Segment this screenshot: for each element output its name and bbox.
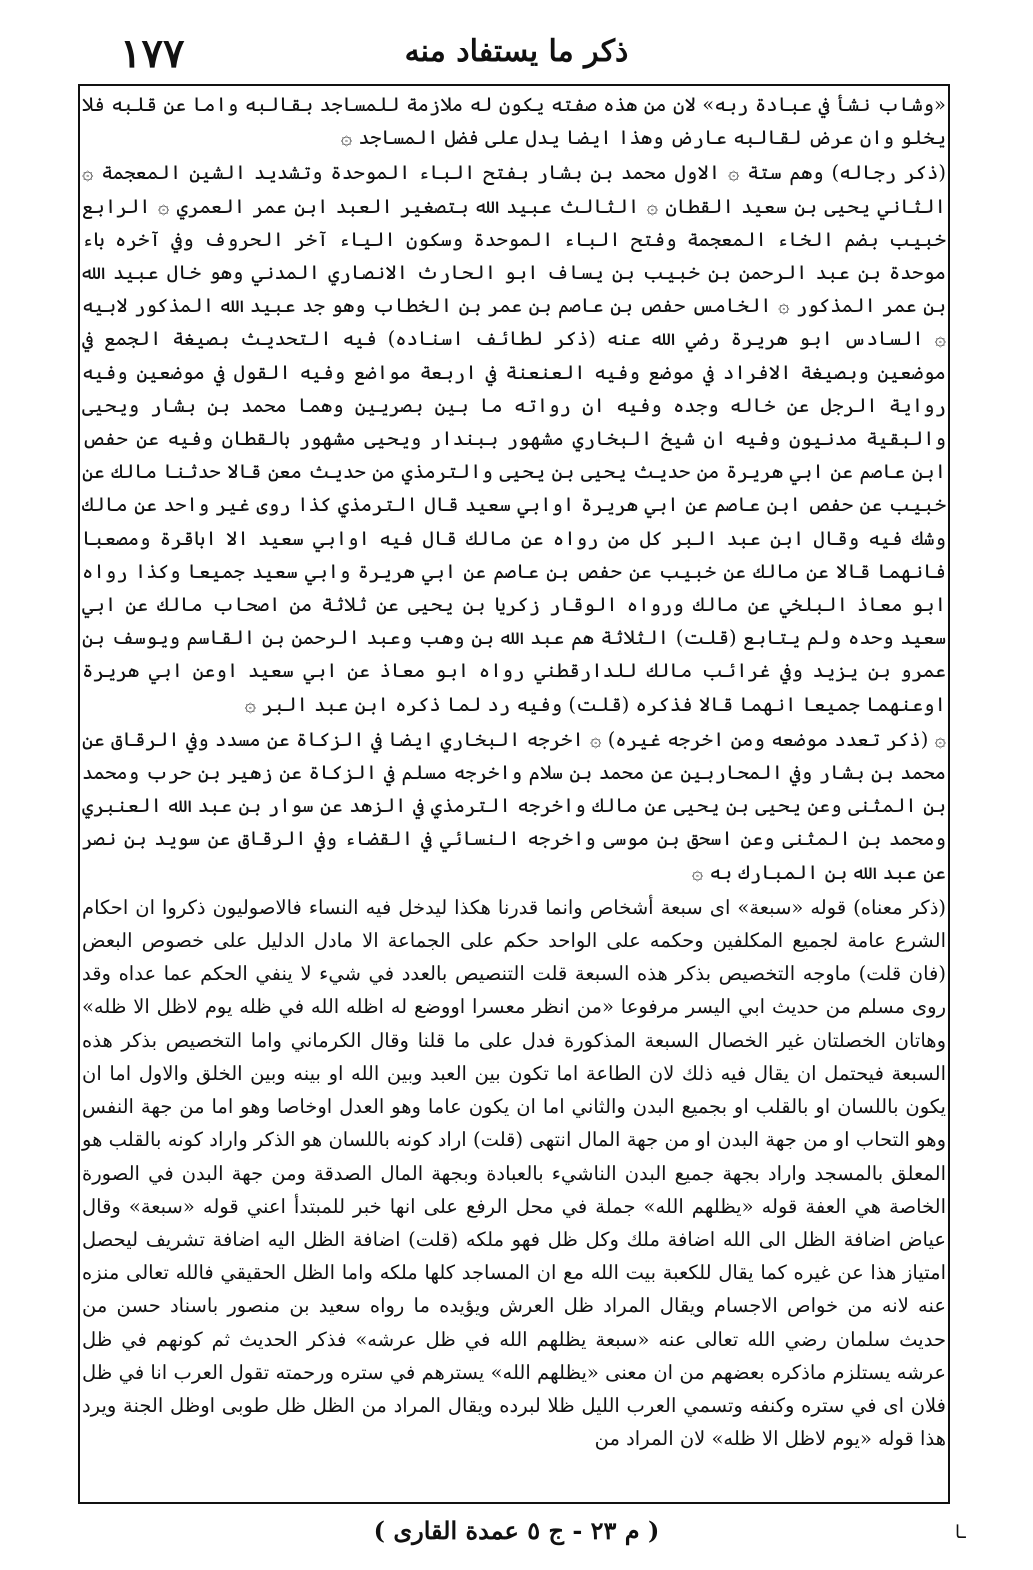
paragraph: ۞ (ذكر تعدد موضعه ومن اخرجه غيره) ۞ اخرجه البخاري ايضا في الزكاة عن مسدد وفي الرقاق عن محمد بن بشار وفي المحاربين عن محمد بن سلام واخرجه مسلم في الزكاة عن زهير بن حرب ومحمد بن المثنى وعن يحيى بن يحيى عن مالك واخرجه الترمذي في الزهد عن سوار بن عبد الله العنبري ومحمد بن المثنى وعن اسحق بن موسى واخرجه النسائي في القضاء وفي الرقاق عن سويد بن نصر عن عبد الله بن المبارك به ۞ xyxy=(82,727,946,884)
running-title: ذكر ما يستفاد منه xyxy=(404,34,629,69)
paragraph: (ذكر رجاله) وهم ستة ۞ الاول محمد بن بشار بفتح الباء الموحدة وتشديد الشين المعجمة ۞ الثاني يحيى بن سعيد القطان ۞ الثالث عبيد الله بتصغير العبد ابن عمر العمري ۞ الرابع خبيب بضم الخاء المعجمة وفتح الباء الموحدة وسكون الياء آخر الحروف وفي آخره باء موحدة بن عبد الرحمن بن خبيب بن يساف ابو الحارث الانصاري المدني وهو خال عبيد الله بن عمر المذكور ۞ الخامس حفص بن عاصم بن عمر بن الخطاب وهو جد عبيد الله المذكور لابيه ۞ السادس ابو هريرة رضي الله عنه (ذكر لطائف اسناده) فيه التحديث بصيغة الجمع في موضعين وبصيغة الافراد في موضع وفيه العنعنة في اربعة مواضع وفيه القول في موضعين وفيه رواية الرجل عن خاله وجده وفيه ان رواته ما بين بصريين وهما محمد بن بشار ويحيى والبقية مدنيون وفيه ان شيخ البخاري مشهور ببندار ويحيى مشهور بالقطان وفيه عن حفص ابن عاصم عن ابي هريرة من حديث يحيى بن يحيى والترمذي من حديث معن قالا حدثنا مالك عن خبيب عن حفص ابن عاصم عن ابي هريرة اوابي سعيد قال الترمذي كذا روى غير واحد عن مالك وشك فيه وقال ابن عبد البر كل من رواه عن مالك قال فيه اوابي سعيد الا اباقرة ومصعبا فانهما قالا عن مالك عن خبيب عن حفص بن عاصم عن ابي هريرة وابي سعيد جميعا وكذا رواه ابو معاذ البلخي عن مالك ورواه الوقار زكريا بن يحيى عن ثلاثة من اصحاب مالك عن ابي سعيد وحده ولم يتابع (قلت) الثلاثة هم عبد الله بن وهب وعبد الرحمن بن القاسم ويوسف بن عمرو بن يزيد وفي غرائب مالك للدارقطني رواه ابو معاذ عن ابي سعيد اوعن ابي هريرة اوعنهما جميعا انهما قالا فذكره (قلت) وفيه رد لما ذكره ابن عبد البر ۞ xyxy=(82,161,946,716)
page-number: ١٧٧ xyxy=(120,30,185,77)
page-header xyxy=(60,30,973,86)
paragraph: «وشاب نشأ في عبادة ربه» لان من هذه صفته يكون له ملازمة للمساجد بقالبه واما عن قلبه فلا يخلو وان عرض لقالبه عارض وهذا ايضا يدل على فضل المساجد ۞ xyxy=(82,93,946,150)
page-footer: ( م ٢٣ - ج ٥ عمدة القارى ) xyxy=(373,1516,660,1545)
corner-mark: ـا xyxy=(955,1522,966,1543)
paragraph: (ذكر معناه) قوله «سبعة» اى سبعة أشخاص وانما قدرنا هكذا ليدخل فيه النساء فالاصوليون ذكروا ان احكام الشرع عامة لجميع المكلفين وحكمه على الواحد حكم على الجماعة الا مادل الدليل على خصوص البعض (فان قلت) ماوجه التخصيص بذكر هذه السبعة قلت التنصيص بالعدد في شيء لا ينفي الحكم عما عداه وقد روى مسلم من حديث ابي اليسر مرفوعا «من انظر معسرا اووضع له اظله الله في ظله يوم لاظل الا ظله» وهاتان الخصلتان غير الخصال السبعة المذكورة فدل على ما قلنا وقال الكرماني واما التخصيص بذكر هذه السبعة فيحتمل ان يقال فيه ذلك لان الطاعة اما تكون بين العبد وبين الله او بينه وبين الخلق والاول اما ان يكون باللسان او بالقلب او بجميع البدن والثاني اما ان يكون عاما وهو العدل اوخاصا وهو اما من جهة النفس وهو التحاب او من جهة البدن او من جهة المال انتهى (قلت) اراد كونه باللسان هو الذكر واراد كونه بالقلب هو المعلق بالمسجد واراد بجهة جميع البدن الناشيء بالعبادة وبجهة المال الصدقة ومن جهة البدن في الصورة الخاصة هي العفة قوله «يظلهم الله» جملة في محل الرفع على انها خبر للمبتدأ اعني قوله «سبعة» وقال عياض اضافة الظل الى الله اضافة ملك وكل ظل فهو ملكه (قلت) اضافة الظل اليه اضافة تشريف ليحصل امتياز هذا عن غيره كما يقال للكعبة بيت الله مع ان المساجد كلها ملكه واما الظل الحقيقي فالله تعالى منزه عنه لانه من خواص الاجسام ويقال المراد ظل العرش ويؤيده ما رواه سعيد بن منصور باسناد حسن من حديث سلمان رضي الله تعالى عنه «سبعة يظلهم الله في ظل عرشه» فذكر الحديث ثم كونهم في ظل عرشه يستلزم ماذكره بعضهم من ان معنى «يظلهم الله» يسترهم في ستره ورحمته تقول العرب انا في ظل فلان اى في ستره وكنفه وتسمي العرب الليل ظلا لبرده ويقال المراد من الظل ظل طوبى اوظل الجنة ويرد هذا قوله «يوم لاظل الا ظله» لان المراد من xyxy=(82,895,946,1451)
body-text xyxy=(82,88,946,1455)
